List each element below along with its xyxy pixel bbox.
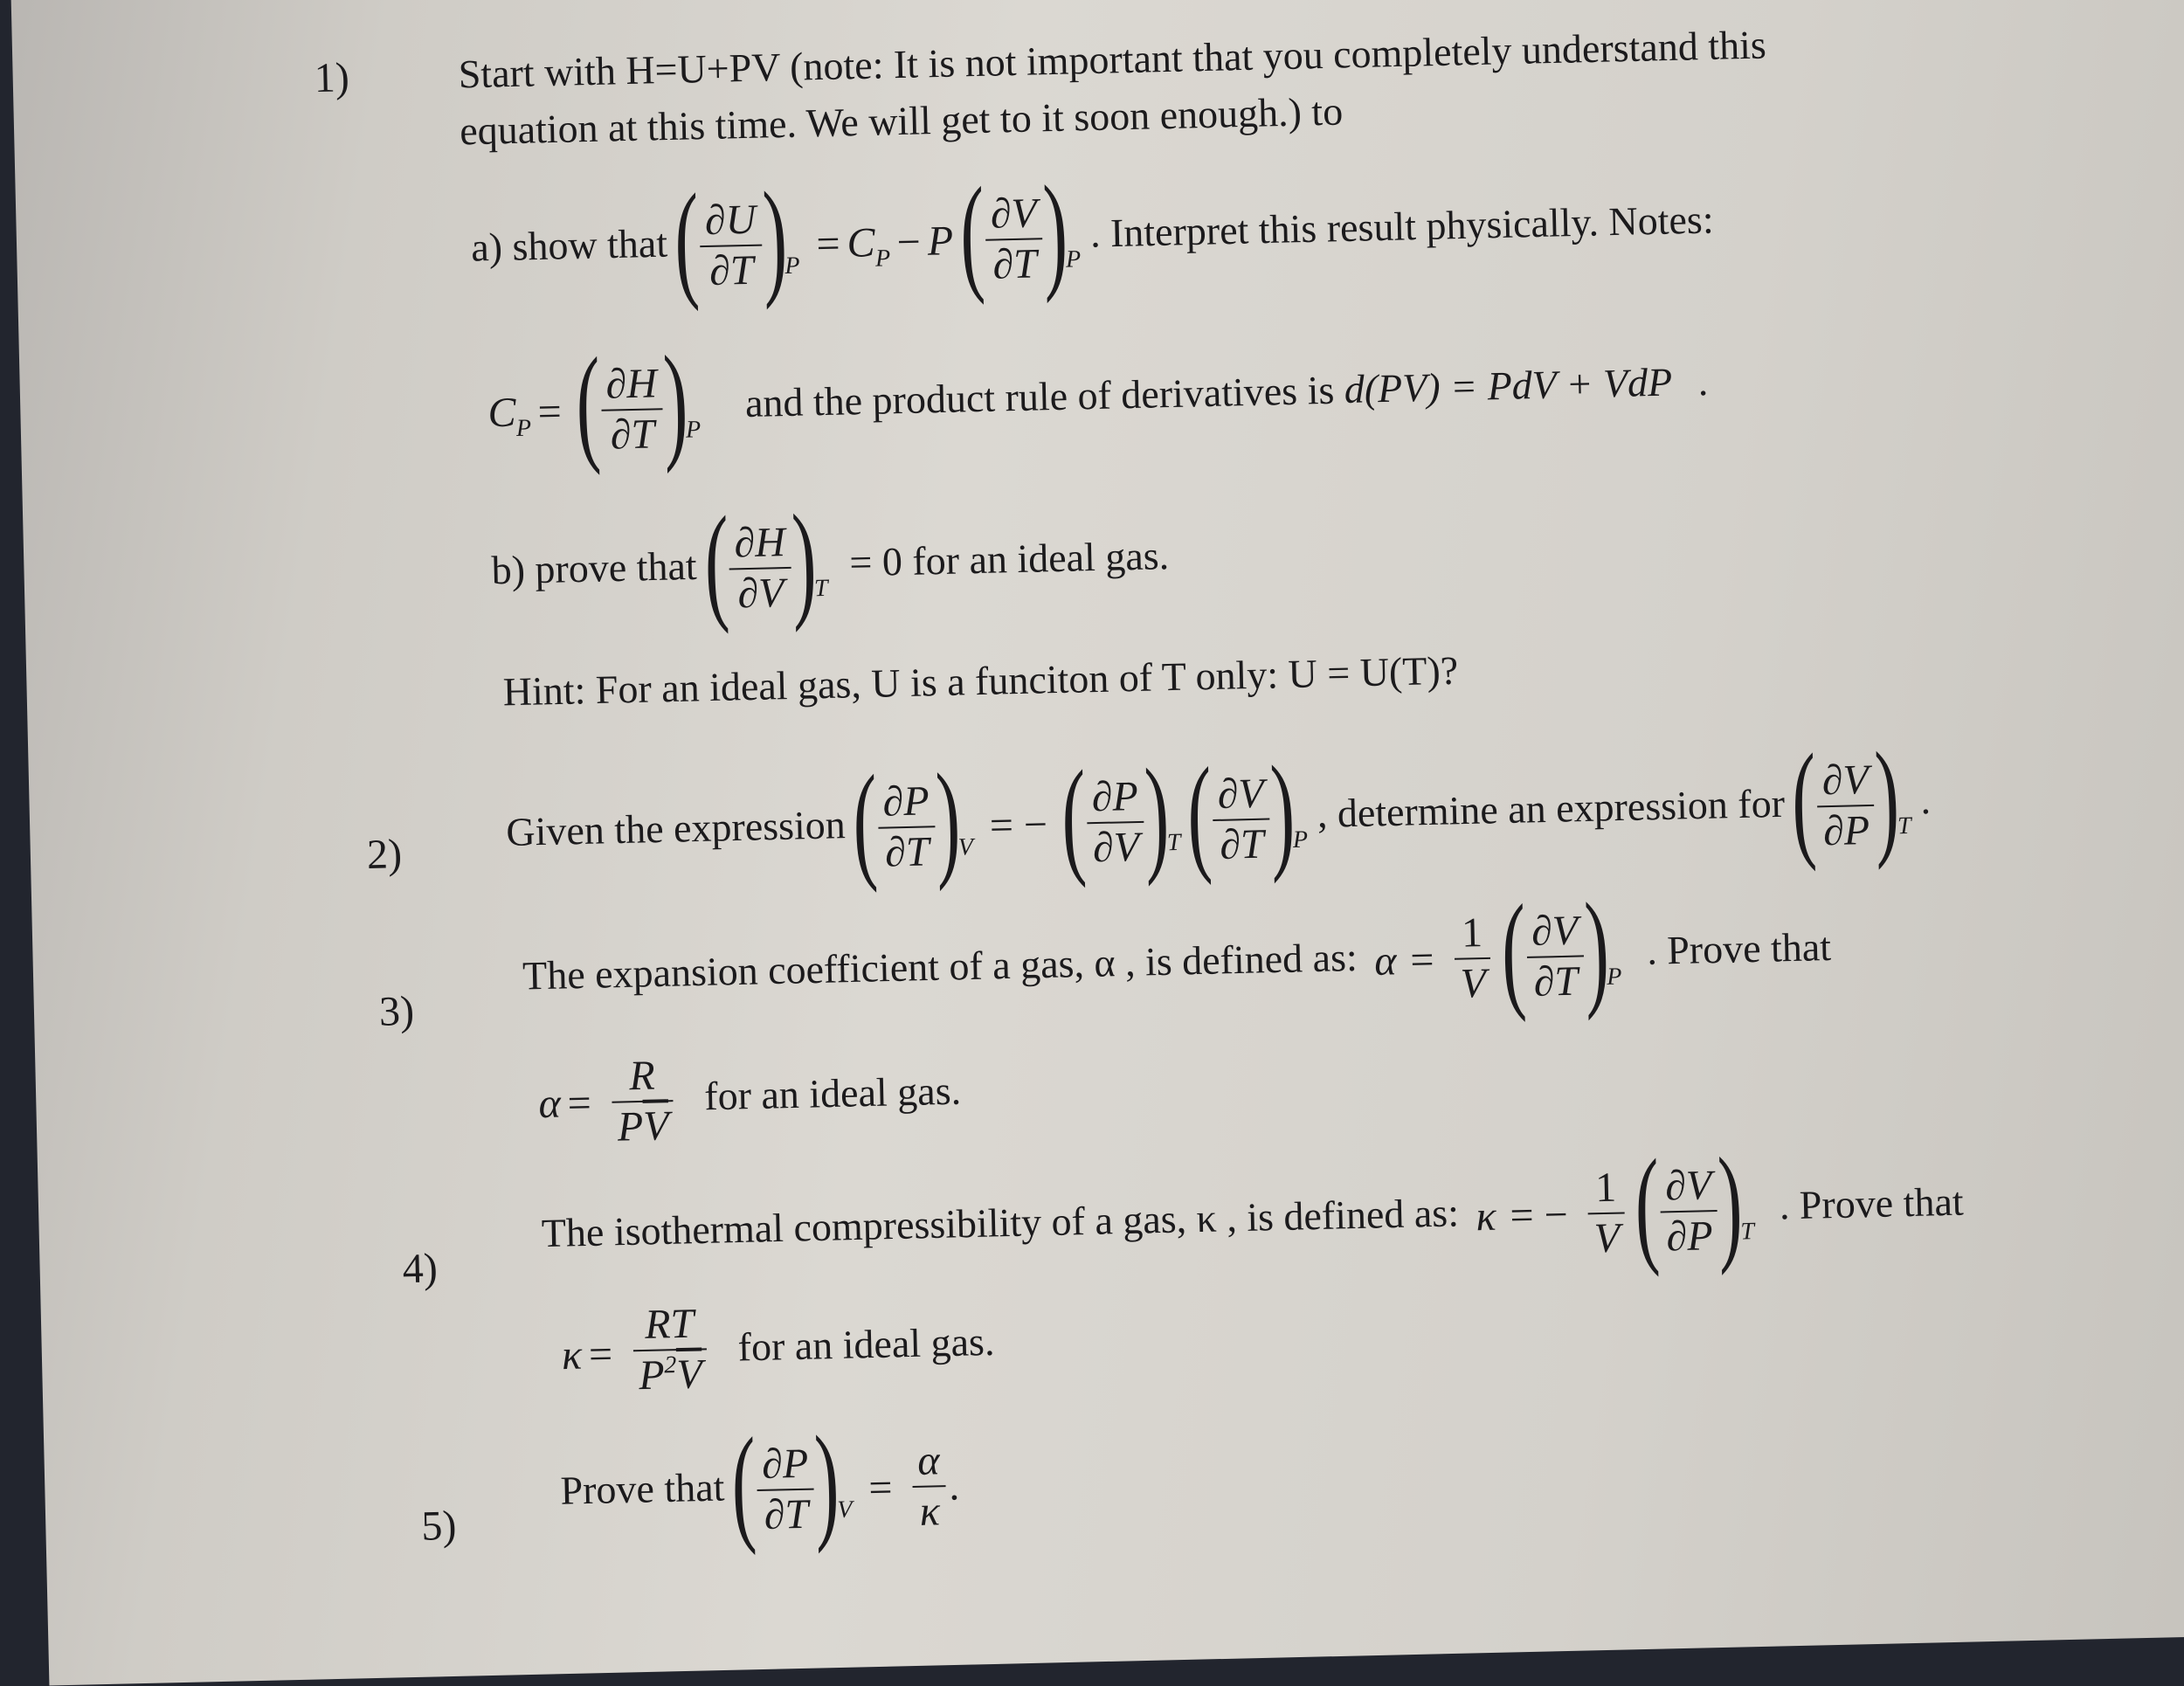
problem-1-hint: Hint: For an ideal gas, U is a funciton of T only: U = U(T)?: [502, 647, 1459, 715]
product-rule: d(PV) = PdV + VdP: [1344, 359, 1673, 412]
problem-2-number: 2): [366, 831, 403, 878]
problem-4-after: for an ideal gas.: [737, 1318, 995, 1370]
problem-3-text: The expansion coefficient of a gas, α , is defined as:: [522, 934, 1358, 998]
cp-after-text: and the product rule of derivatives is: [744, 367, 1335, 425]
problem-4-text: The isothermal compressibility of a gas, κ , is defined as:: [541, 1190, 1460, 1256]
problem-3-equation: The expansion coefficient of a gas, α , is defined as: α = $\frac{1}{V}$ ( $\frac{\partial V}{\partial T}$ )$_P$ . Prove that: [522, 875, 1832, 1024]
product-rule-end: .: [1697, 358, 1709, 404]
problem-1a-after: . Interpret this result physically. Notes:: [1089, 197, 1715, 256]
problem-2-end: .: [1919, 777, 1932, 823]
problem-1-intro: Start with H=U+PV (note: It is not important that you completely understand this: [458, 22, 1767, 97]
problem-5-text: Prove that: [559, 1464, 725, 1513]
problem-1-number: 1): [314, 54, 350, 102]
problem-1a-label: a) show that: [470, 220, 668, 270]
problem-4-text-2: . Prove that: [1779, 1178, 1965, 1227]
problem-3-text-2: . Prove that: [1646, 923, 1832, 973]
problem-4-equation: The isothermal compressibility of a gas, κ , is defined as: κ = − $\frac{1}{V}$ ( $\frac{\partial V}{\partial P}$ )$_T$ . Prove that: [541, 1130, 1965, 1279]
problem-2-equation: Given the expression ( $\frac{\partial P}{\partial T}$ )$_V$ = − ( $\frac{\partial P}{\partial V}$ )$_T$ ( $\frac{\partial V}{\partial T}$ )$_P$ , determine an expression for ( $\frac{\partial V}{\partial P}$ )$_T$ .: [505, 725, 1932, 895]
problem-4-number: 4): [402, 1245, 439, 1293]
worksheet-page: [10, 0, 2184, 1685]
cp-definition: $C_P$ = ( $\frac{\partial H}{\partial T}$ )$_P$ and the product rule of derivatives is d(PV) = PdV + VdP .: [487, 328, 1709, 477]
problem-4-result: κ = $\frac{RT}{P^2\overline{V}}$ for an ideal gas.: [561, 1300, 995, 1399]
problem-2-text-2: , determine an expression for: [1317, 780, 1786, 836]
problem-1b-equation: b) prove that ( $\frac{\partial H}{\partial V}$ )$_T = 0$ for an ideal gas.: [491, 487, 1170, 636]
problem-1b-label: b) prove that: [491, 542, 698, 593]
problem-5-equation: Prove that ( $\frac{\partial P}{\partial T}$ )$_V$ = $\frac{\alpha}{\kappa}$ .: [559, 1408, 960, 1557]
problem-1b-after: = 0 for an ideal gas.: [848, 532, 1170, 584]
problem-5-number: 5): [420, 1502, 458, 1550]
problem-3-after: for an ideal gas.: [703, 1068, 962, 1118]
problem-1-intro-2: equation at this time. We will get to it soon enough.) to: [459, 88, 1344, 154]
problem-3-result: α = $\frac{R}{P\overline{V}}$ for an ideal gas.: [537, 1052, 962, 1150]
problem-1a-equation: a) show that ( $\frac{\partial U}{\partial T}$ )$_P = C_P - P$ ( $\frac{\partial V}{\partial T}$ )$_P$ . Interpret this result physically. Notes:: [470, 158, 1715, 313]
problem-2-text: Given the expression: [505, 802, 847, 854]
header-title: [395, 0, 585, 1]
problem-3-number: 3): [378, 987, 415, 1035]
